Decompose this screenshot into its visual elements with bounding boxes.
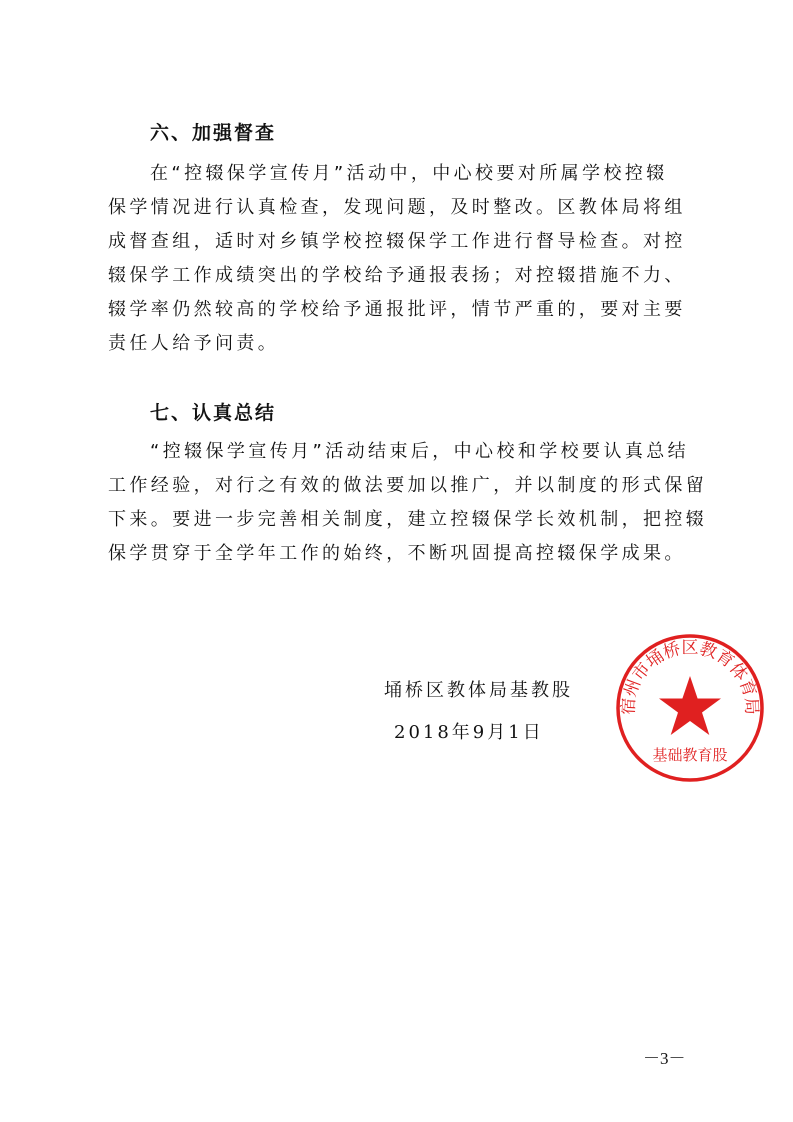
paragraph-line: 在“控辍保学宣传月”活动中，中心校要对所属学校控辍: [150, 163, 668, 184]
paragraph-line: 工作经验，对行之有效的做法要加以推广，并以制度的形式保留: [108, 475, 708, 496]
signature-org: 埇桥区教体局基教股: [384, 680, 573, 701]
paragraph-line: 下来。要进一步完善相关制度，建立控辍保学长效机制，把控辍: [108, 509, 708, 530]
page-number: －3－: [643, 1049, 686, 1068]
paragraph-line: 保学情况进行认真检查，发现问题，及时整改。区教体局将组: [108, 197, 686, 218]
official-seal: [612, 630, 768, 786]
paragraph-line: 成督查组，适时对乡镇学校控辍保学工作进行督导检查。对控: [108, 231, 686, 252]
paragraph-line: 辍保学工作成绩突出的学校给予通报表扬；对控辍措施不力、: [108, 265, 686, 286]
seal-inner-text: 基础教育股: [652, 746, 728, 764]
section-heading: 七、认真总结: [150, 402, 277, 424]
paragraph-line: 责任人给予问责。: [108, 333, 280, 354]
section-heading: 六、加强督查: [150, 122, 277, 144]
paragraph-line: 辍学率仍然较高的学校给予通报批评，情节严重的，要对主要: [108, 299, 686, 320]
seal-outer-text: 宿州市埇桥区教育体育局: [618, 638, 762, 716]
paragraph-line: 保学贯穿于全学年工作的始终，不断巩固提高控辍保学成果。: [108, 543, 686, 564]
paragraph-line: “控辍保学宣传月”活动结束后，中心校和学校要认真总结: [150, 441, 690, 462]
signature-date: 2018年9月1日: [394, 722, 544, 743]
seal-star-icon: [659, 676, 721, 735]
